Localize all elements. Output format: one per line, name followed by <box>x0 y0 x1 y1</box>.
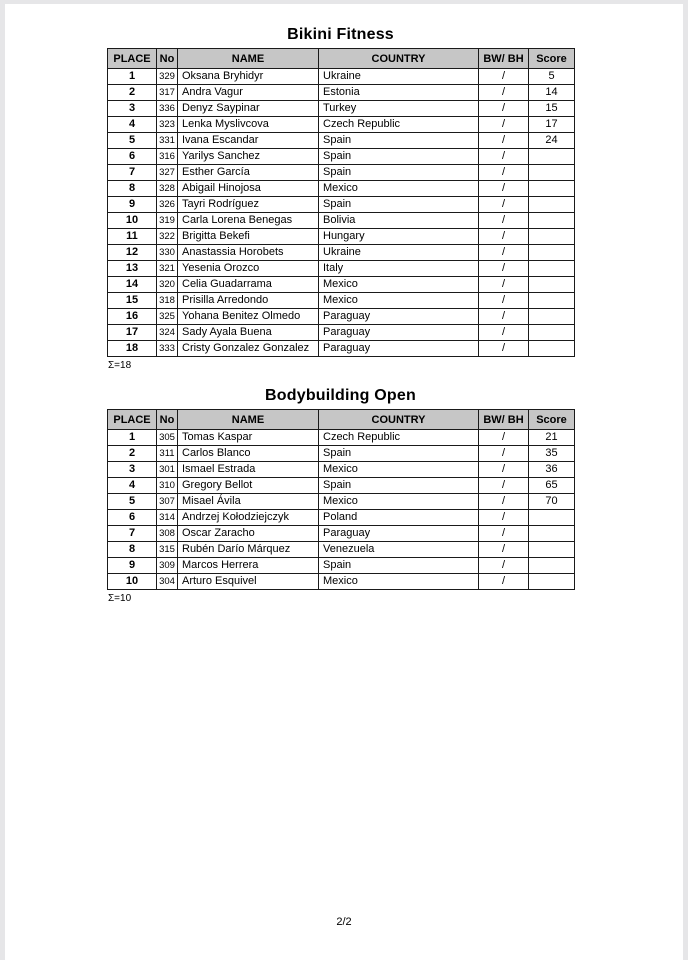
table-row <box>108 117 575 133</box>
cell-score: 24 <box>529 133 575 149</box>
cell-no: 331 <box>157 133 178 149</box>
page-content <box>5 4 683 604</box>
cell-country: Spain <box>319 165 479 181</box>
cell-no: 330 <box>157 245 178 261</box>
cell-place: 3 <box>108 462 157 478</box>
cell-place: 3 <box>108 101 157 117</box>
cell-country: Spain <box>319 478 479 494</box>
column-header: Score <box>529 49 575 69</box>
cell-score <box>529 261 575 277</box>
cell-bwbh: / <box>479 117 529 133</box>
table-row <box>108 245 575 261</box>
cell-bwbh: / <box>479 85 529 101</box>
cell-place: 17 <box>108 325 157 341</box>
cell-bwbh: / <box>479 325 529 341</box>
cell-bwbh: / <box>479 261 529 277</box>
cell-bwbh: / <box>479 494 529 510</box>
cell-name: Abigail Hinojosa <box>178 181 319 197</box>
sum-label: Σ=10 <box>108 593 132 604</box>
results-section-bodybuilding-open <box>107 387 574 604</box>
cell-score: 5 <box>529 69 575 85</box>
table-row <box>108 325 575 341</box>
cell-bwbh: / <box>479 165 529 181</box>
cell-name: Denyz Saypinar <box>178 101 319 117</box>
cell-score <box>529 229 575 245</box>
table-row <box>108 165 575 181</box>
cell-name: Anastassia Horobets <box>178 245 319 261</box>
cell-no: 314 <box>157 510 178 526</box>
table-row <box>108 558 575 574</box>
cell-name: Sady Ayala Buena <box>178 325 319 341</box>
cell-place: 6 <box>108 510 157 526</box>
cell-score <box>529 510 575 526</box>
cell-bwbh: / <box>479 574 529 590</box>
cell-no: 326 <box>157 197 178 213</box>
column-header: No <box>157 49 178 69</box>
cell-place: 14 <box>108 277 157 293</box>
cell-country: Spain <box>319 446 479 462</box>
cell-score <box>529 213 575 229</box>
document-page <box>5 4 683 960</box>
cell-place: 5 <box>108 494 157 510</box>
column-header: Score <box>529 410 575 430</box>
table-row <box>108 133 575 149</box>
table-row <box>108 462 575 478</box>
cell-no: 327 <box>157 165 178 181</box>
cell-place: 1 <box>108 69 157 85</box>
header-row <box>108 49 575 69</box>
cell-country: Mexico <box>319 181 479 197</box>
table-row <box>108 69 575 85</box>
cell-no: 309 <box>157 558 178 574</box>
cell-no: 305 <box>157 430 178 446</box>
table-row <box>108 181 575 197</box>
cell-place: 8 <box>108 542 157 558</box>
cell-country: Ukraine <box>319 69 479 85</box>
column-header: COUNTRY <box>319 49 479 69</box>
cell-name: Misael Ávila <box>178 494 319 510</box>
cell-no: 333 <box>157 341 178 357</box>
cell-place: 18 <box>108 341 157 357</box>
cell-name: Carlos Blanco <box>178 446 319 462</box>
cell-no: 320 <box>157 277 178 293</box>
cell-no: 328 <box>157 181 178 197</box>
cell-country: Mexico <box>319 574 479 590</box>
table-row <box>108 430 575 446</box>
cell-country: Poland <box>319 510 479 526</box>
cell-place: 4 <box>108 478 157 494</box>
cell-name: Yarilys Sanchez <box>178 149 319 165</box>
cell-country: Paraguay <box>319 309 479 325</box>
cell-name: Brigitta Bekefi <box>178 229 319 245</box>
cell-bwbh: / <box>479 309 529 325</box>
cell-country: Mexico <box>319 494 479 510</box>
sum-label: Σ=18 <box>108 360 132 371</box>
cell-score <box>529 197 575 213</box>
cell-country: Mexico <box>319 293 479 309</box>
cell-score <box>529 293 575 309</box>
cell-bwbh: / <box>479 277 529 293</box>
cell-place: 9 <box>108 558 157 574</box>
table-row <box>108 526 575 542</box>
cell-score <box>529 245 575 261</box>
cell-place: 4 <box>108 117 157 133</box>
results-table-bodybuilding-open <box>107 409 575 590</box>
cell-bwbh: / <box>479 430 529 446</box>
cell-no: 304 <box>157 574 178 590</box>
cell-name: Marcos Herrera <box>178 558 319 574</box>
cell-bwbh: / <box>479 558 529 574</box>
cell-country: Czech Republic <box>319 430 479 446</box>
cell-no: 321 <box>157 261 178 277</box>
cell-name: Esther García <box>178 165 319 181</box>
cell-country: Mexico <box>319 462 479 478</box>
cell-no: 319 <box>157 213 178 229</box>
table-row <box>108 574 575 590</box>
cell-bwbh: / <box>479 213 529 229</box>
cell-no: 323 <box>157 117 178 133</box>
cell-bwbh: / <box>479 462 529 478</box>
cell-place: 12 <box>108 245 157 261</box>
cell-score: 15 <box>529 101 575 117</box>
cell-country: Spain <box>319 149 479 165</box>
cell-country: Paraguay <box>319 325 479 341</box>
cell-country: Spain <box>319 558 479 574</box>
table-row <box>108 101 575 117</box>
cell-place: 8 <box>108 181 157 197</box>
cell-name: Rubén Darío Márquez <box>178 542 319 558</box>
cell-place: 16 <box>108 309 157 325</box>
cell-country: Venezuela <box>319 542 479 558</box>
table-row <box>108 309 575 325</box>
cell-country: Bolivia <box>319 213 479 229</box>
cell-name: Andra Vagur <box>178 85 319 101</box>
cell-bwbh: / <box>479 245 529 261</box>
cell-score <box>529 181 575 197</box>
cell-country: Paraguay <box>319 526 479 542</box>
cell-bwbh: / <box>479 526 529 542</box>
column-header: COUNTRY <box>319 410 479 430</box>
cell-place: 2 <box>108 85 157 101</box>
cell-score <box>529 558 575 574</box>
cell-bwbh: / <box>479 229 529 245</box>
cell-place: 7 <box>108 165 157 181</box>
cell-place: 9 <box>108 197 157 213</box>
cell-bwbh: / <box>479 133 529 149</box>
results-section-bikini-fitness <box>107 26 574 371</box>
column-header: PLACE <box>108 49 157 69</box>
cell-place: 13 <box>108 261 157 277</box>
table-row <box>108 494 575 510</box>
cell-name: Ismael Estrada <box>178 462 319 478</box>
cell-no: 308 <box>157 526 178 542</box>
cell-bwbh: / <box>479 478 529 494</box>
cell-no: 329 <box>157 69 178 85</box>
column-header: PLACE <box>108 410 157 430</box>
cell-no: 336 <box>157 101 178 117</box>
page-number: 2/2 <box>336 916 352 928</box>
cell-bwbh: / <box>479 181 529 197</box>
cell-no: 301 <box>157 462 178 478</box>
cell-place: 10 <box>108 574 157 590</box>
cell-country: Czech Republic <box>319 117 479 133</box>
cell-place: 1 <box>108 430 157 446</box>
cell-name: Tomas Kaspar <box>178 430 319 446</box>
cell-place: 11 <box>108 229 157 245</box>
cell-place: 7 <box>108 526 157 542</box>
cell-no: 317 <box>157 85 178 101</box>
cell-country: Spain <box>319 197 479 213</box>
cell-score <box>529 574 575 590</box>
table-row <box>108 446 575 462</box>
column-header: No <box>157 410 178 430</box>
cell-country: Italy <box>319 261 479 277</box>
cell-country: Turkey <box>319 101 479 117</box>
cell-no: 315 <box>157 542 178 558</box>
cell-bwbh: / <box>479 293 529 309</box>
cell-country: Ukraine <box>319 245 479 261</box>
cell-place: 2 <box>108 446 157 462</box>
cell-score: 36 <box>529 462 575 478</box>
cell-score: 17 <box>529 117 575 133</box>
cell-no: 310 <box>157 478 178 494</box>
cell-name: Celia Guadarrama <box>178 277 319 293</box>
cell-place: 10 <box>108 213 157 229</box>
cell-score: 65 <box>529 478 575 494</box>
cell-score: 14 <box>529 85 575 101</box>
cell-name: Yesenia Orozco <box>178 261 319 277</box>
cell-place: 6 <box>108 149 157 165</box>
cell-bwbh: / <box>479 149 529 165</box>
cell-no: 316 <box>157 149 178 165</box>
table-row <box>108 293 575 309</box>
cell-score <box>529 526 575 542</box>
cell-no: 318 <box>157 293 178 309</box>
cell-score: 21 <box>529 430 575 446</box>
cell-name: Prisilla Arredondo <box>178 293 319 309</box>
cell-no: 322 <box>157 229 178 245</box>
cell-country: Hungary <box>319 229 479 245</box>
cell-place: 15 <box>108 293 157 309</box>
cell-name: Arturo Esquivel <box>178 574 319 590</box>
cell-bwbh: / <box>479 101 529 117</box>
cell-name: Oksana Bryhidyr <box>178 69 319 85</box>
table-row <box>108 341 575 357</box>
table-row <box>108 510 575 526</box>
table-row <box>108 229 575 245</box>
cell-country: Spain <box>319 133 479 149</box>
results-table-bikini-fitness <box>107 48 575 357</box>
cell-score: 35 <box>529 446 575 462</box>
cell-score <box>529 325 575 341</box>
cell-score: 70 <box>529 494 575 510</box>
table-title: Bodybuilding Open <box>265 387 416 404</box>
cell-bwbh: / <box>479 446 529 462</box>
cell-country: Paraguay <box>319 341 479 357</box>
cell-score <box>529 542 575 558</box>
table-row <box>108 261 575 277</box>
cell-no: 325 <box>157 309 178 325</box>
column-header: BW/ BH <box>479 410 529 430</box>
cell-name: Oscar Zaracho <box>178 526 319 542</box>
cell-name: Gregory Bellot <box>178 478 319 494</box>
table-row <box>108 478 575 494</box>
cell-no: 324 <box>157 325 178 341</box>
cell-score <box>529 277 575 293</box>
cell-name: Cristy Gonzalez Gonzalez <box>178 341 319 357</box>
cell-name: Yohana Benitez Olmedo <box>178 309 319 325</box>
cell-score <box>529 149 575 165</box>
cell-name: Ivana Escandar <box>178 133 319 149</box>
cell-place: 5 <box>108 133 157 149</box>
table-row <box>108 213 575 229</box>
column-header: NAME <box>178 410 319 430</box>
cell-name: Carla Lorena Benegas <box>178 213 319 229</box>
table-title: Bikini Fitness <box>287 26 394 43</box>
cell-bwbh: / <box>479 69 529 85</box>
cell-name: Tayri Rodríguez <box>178 197 319 213</box>
cell-name: Lenka Myslivcova <box>178 117 319 133</box>
cell-country: Mexico <box>319 277 479 293</box>
cell-bwbh: / <box>479 341 529 357</box>
table-row <box>108 149 575 165</box>
cell-country: Estonia <box>319 85 479 101</box>
cell-bwbh: / <box>479 510 529 526</box>
cell-bwbh: / <box>479 542 529 558</box>
table-row <box>108 277 575 293</box>
table-row <box>108 542 575 558</box>
column-header: NAME <box>178 49 319 69</box>
table-row <box>108 197 575 213</box>
cell-no: 307 <box>157 494 178 510</box>
table-row <box>108 85 575 101</box>
cell-no: 311 <box>157 446 178 462</box>
cell-score <box>529 341 575 357</box>
header-row <box>108 410 575 430</box>
column-header: BW/ BH <box>479 49 529 69</box>
cell-score <box>529 165 575 181</box>
cell-name: Andrzej Kołodziejczyk <box>178 510 319 526</box>
cell-score <box>529 309 575 325</box>
cell-bwbh: / <box>479 197 529 213</box>
